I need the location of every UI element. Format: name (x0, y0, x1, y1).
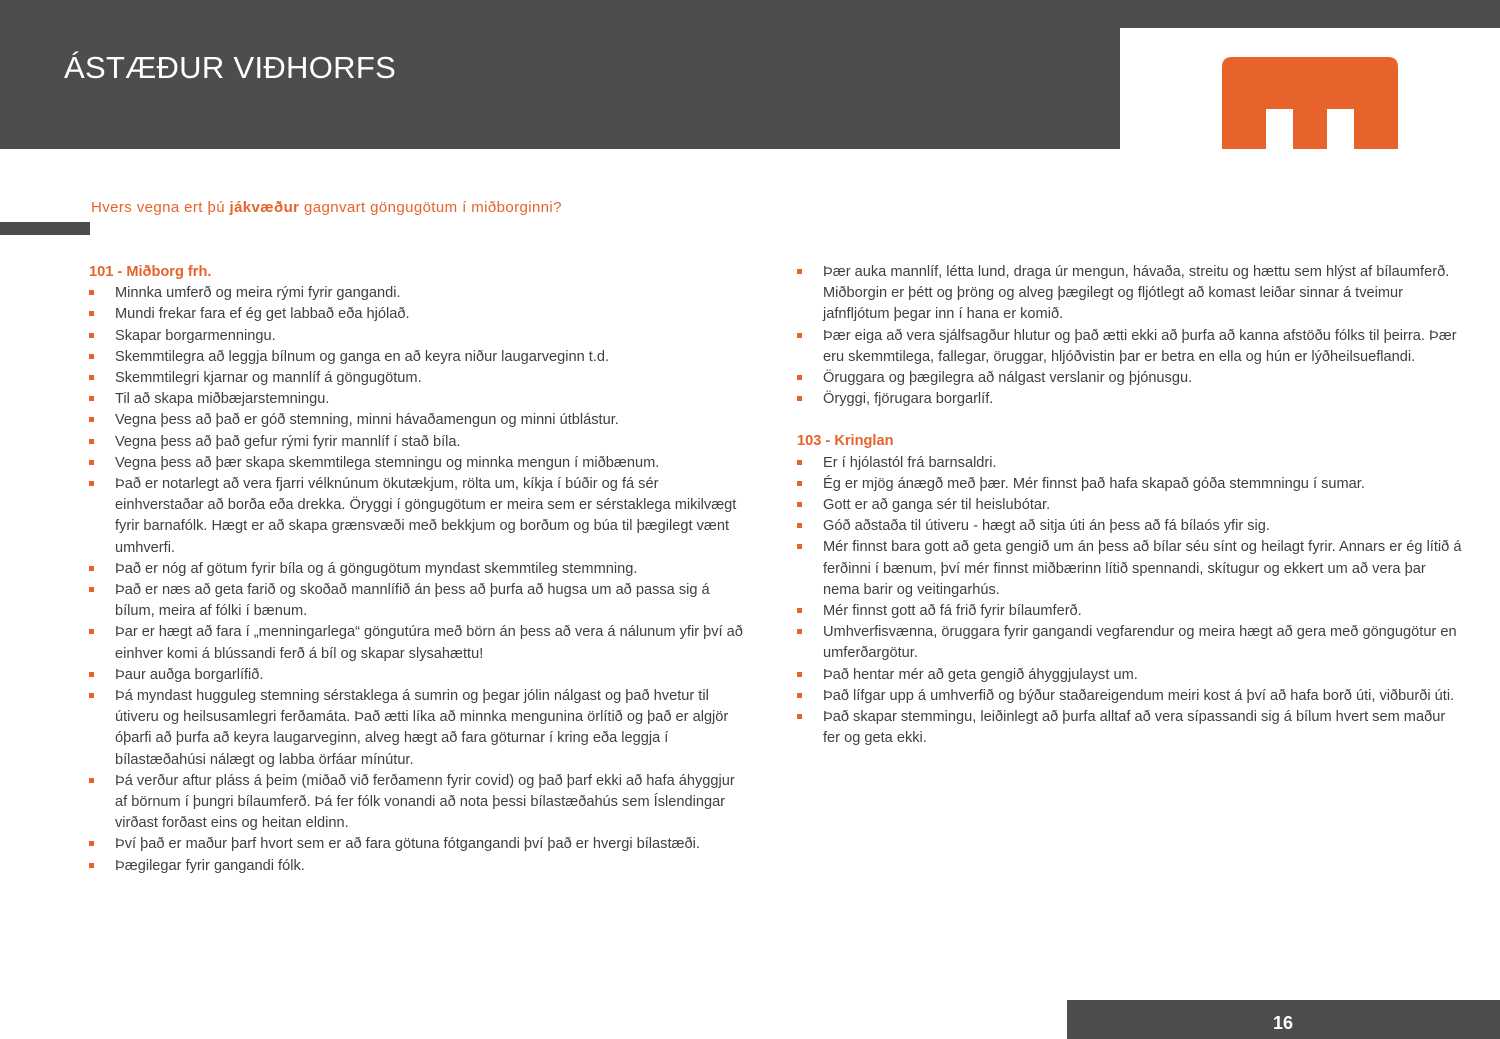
list-item: Vegna þess að það gefur rými fyrir mannlíf í stað bíla. (89, 432, 749, 453)
list-item: Gott er að ganga sér til heislubótar. (797, 495, 1462, 516)
right-response-list-bottom (797, 453, 1462, 750)
list-item: Þar er hægt að fara í „menningarlega“ göngutúra með börn án þess að vera á nálunum yfir því að einhver komi á blússandi ferð á bíl og skapar slysahættu! (89, 622, 749, 664)
list-item: Öryggi, fjörugara borgarlíf. (797, 389, 1462, 410)
header-strip (1120, 0, 1500, 28)
list-item: Þægilegar fyrir gangandi fólk. (89, 856, 749, 877)
page-number: 16 (1273, 1013, 1294, 1033)
list-item: Skemmtilegra að leggja bílnum og ganga en að keyra niður laugarveginn t.d. (89, 347, 749, 368)
accent-bar (0, 222, 90, 235)
left-response-list (89, 283, 749, 877)
section-spacer (797, 410, 1462, 431)
list-item: Það hentar mér að geta gengið áhyggjulayst um. (797, 665, 1462, 686)
list-item: Skemmtilegri kjarnar og mannlíf á göngugötum. (89, 368, 749, 389)
list-item: Vegna þess að þær skapa skemmtilega stemningu og minnka mengun í miðbænum. (89, 453, 749, 474)
list-item: Mér finnst gott að fá frið fyrir bílaumferð. (797, 601, 1462, 622)
list-item: Er í hjólastól frá barnsaldri. (797, 453, 1462, 474)
list-item: Vegna þess að það er góð stemning, minni hávaðamengun og minni útblástur. (89, 410, 749, 431)
question-emphasis: jákvæður (229, 199, 300, 216)
brand-logo-icon (1222, 57, 1398, 149)
list-item: Það lífgar upp á umhverfið og býður staðareigendum meiri kost á því að hafa borð úti, viðburði úti. (797, 686, 1462, 707)
list-item: Þá verður aftur pláss á þeim (miðað við ferðamenn fyrir covid) og það þarf ekki að hafa áhyggjur af börnum í þungri bílaumferð. Þá fer fólk vonandi að nota þessi bílastæðahús sem Íslendingar virðast forðast eins og heitan eldinn. (89, 771, 749, 835)
list-item: Þá myndast hugguleg stemning sérstaklega á sumrin og þegar jólin nálgast og það hvetur til útiveru og heilsusamlegri ferðamáta. Það ætti líka að minnka mengunina örlítið og það er algjör óþarfi að þurfa að keyra laugarveginn, alveg hægt að fara göturnar í kring eða leggja í bílastæðahúsi nálægt og labba örfáar mínútur. (89, 686, 749, 771)
question-text-end: gagnvart göngugötum í miðborginni? (299, 199, 562, 216)
survey-question (91, 199, 562, 216)
list-item: Það skapar stemmingu, leiðinlegt að þurfa alltaf að vera sípassandi sig á bílum hvert sem maður fer og geta ekki. (797, 707, 1462, 749)
list-item: Þær eiga að vera sjálfsagður hlutur og það ætti ekki að þurfa að kanna afstöðu fólks til þeirra. Þær eru skemmtilega, fallegar, öruggar, hljóðvistin þar er betra en ella og hún er lýðheilsueflandi. (797, 326, 1462, 368)
list-item: Öruggara og þægilegra að nálgast verslanir og þjónusgu. (797, 368, 1462, 389)
right-response-list-top (797, 262, 1462, 410)
list-item: Þær auka mannlíf, létta lund, draga úr mengun, hávaða, streitu og hættu sem hlýst af bílaumferð. Miðborgin er þétt og þröng og alveg þægilegt og fljótlegt að komast leiðar sinnar á tveimur jafnfljótum þegar inn í hana er komið. (797, 262, 1462, 326)
question-text-start: Hvers vegna ert þú (91, 199, 230, 216)
list-item: Ég er mjög ánægð með þær. Mér finnst það hafa skapað góða stemmningu í sumar. (797, 474, 1462, 495)
page-title: ÁSTÆÐUR VIÐHORFS (64, 50, 397, 85)
list-item: Þaur auðga borgarlífið. (89, 665, 749, 686)
list-item: Það er nóg af götum fyrir bíla og á göngugötum myndast skemmtileg stemmning. (89, 559, 749, 580)
list-item: Það er notarlegt að vera fjarri vélknúnum ökutækjum, rölta um, kíkja í búðir og fá sér einhverstaðar að borða eða drekka. Öryggi í göngugötum er meira sem er sérstaklega mikilvægt fyrir barnafólk. Hægt er að skapa grænsvæði með bekkjum og borðum og búa til þægilegt vænt umhverfi. (89, 474, 749, 559)
list-item: Minnka umferð og meira rými fyrir gangandi. (89, 283, 749, 304)
list-item: Til að skapa miðbæjarstemningu. (89, 389, 749, 410)
list-item: Skapar borgarmenningu. (89, 326, 749, 347)
list-item: Það er næs að geta farið og skoðað mannlífið án þess að þurfa að hugsa um að passa sig á bílum, meira af fólki í bænum. (89, 580, 749, 622)
list-item: Mér finnst bara gott að geta gengið um án þess að bílar séu sínt og heilagt fyrir. Annars er ég lítið á ferðinni í bænum, því mér finnst miðbærinn lítið spennandi, skítugur og ekkert um að vera þar nema barir og veitingarhús. (797, 537, 1462, 601)
list-item: Umhverfisvænna, öruggara fyrir gangandi vegfarendur og meira hægt að gera með göngugötur en umferðargötur. (797, 622, 1462, 664)
list-item: Því það er maður þarf hvort sem er að fara götuna fótgangandi því það er hvergi bílastæði. (89, 834, 749, 855)
section-heading-101: 101 - Miðborg frh. (89, 264, 212, 280)
right-column (797, 262, 1462, 749)
list-item: Góð aðstaða til útiveru - hægt að sitja úti án þess að fá bílaós yfir sig. (797, 516, 1462, 537)
section-heading-103: 103 - Kringlan (797, 433, 894, 450)
left-column (89, 262, 749, 877)
list-item: Mundi frekar fara ef ég get labbað eða hjólað. (89, 304, 749, 325)
